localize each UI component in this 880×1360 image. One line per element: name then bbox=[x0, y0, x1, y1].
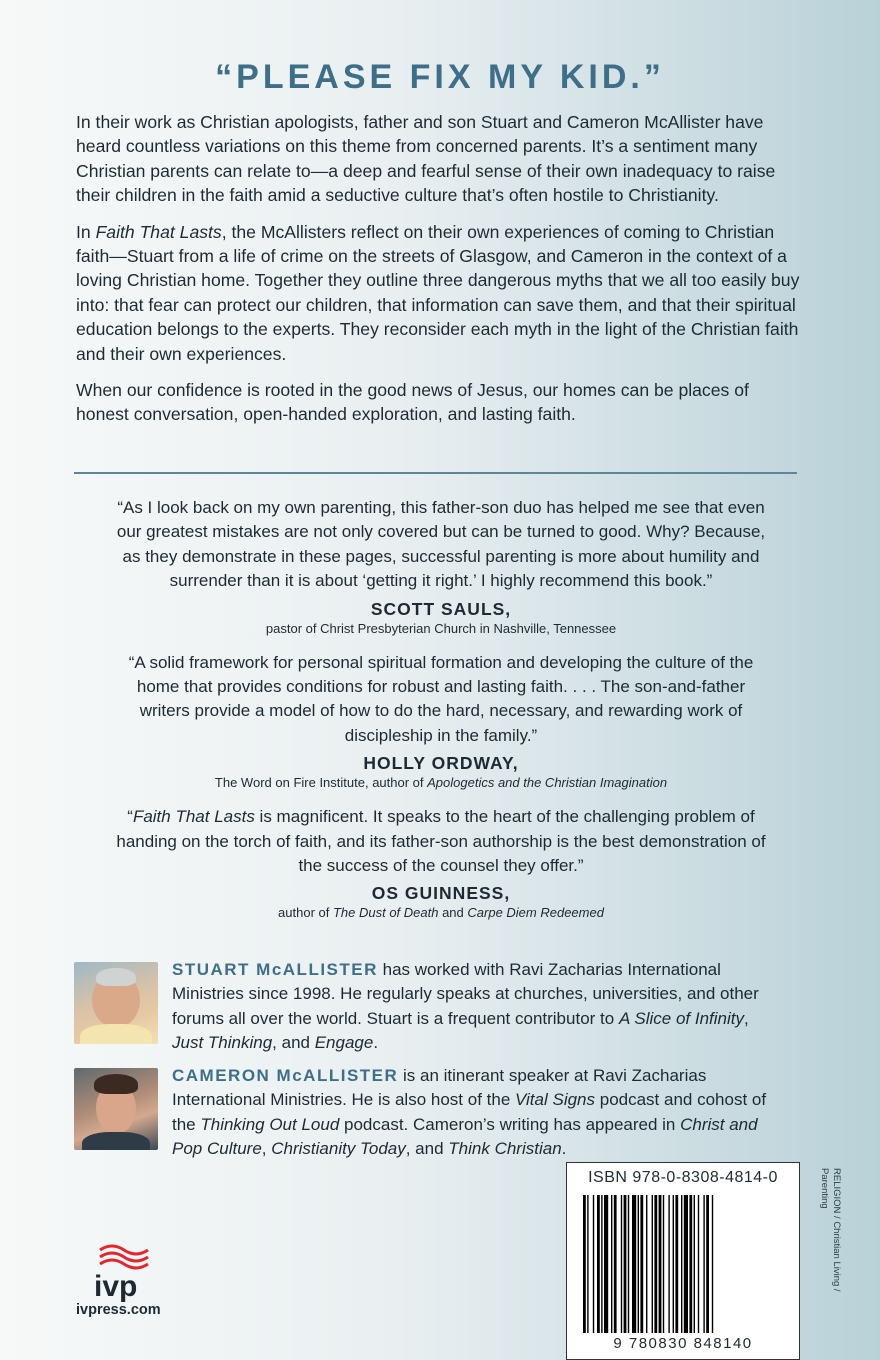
publisher-website[interactable]: ivpress.com bbox=[76, 1302, 161, 1318]
bio-text: , bbox=[261, 1139, 272, 1159]
bio-title: Christ and Pop Culture bbox=[172, 1114, 758, 1159]
endorsement-guinness bbox=[110, 805, 772, 921]
bio-text: , bbox=[743, 1008, 749, 1028]
bio-text: is an itinerant speaker at Ravi Zacharias International Ministries. He is also host of the bbox=[172, 1066, 707, 1110]
endorser-role-prefix: The Word on Fire Institute, author of bbox=[214, 775, 428, 791]
endorser-role-prefix: author of bbox=[278, 905, 333, 921]
author-photo-stuart bbox=[74, 962, 158, 1044]
bio-title: Christianity Today bbox=[271, 1139, 406, 1159]
ivp-logo-waves-icon bbox=[94, 1242, 150, 1272]
endorser-book-title-1: The Dust of Death bbox=[332, 905, 439, 921]
bio-text: has worked with Ravi Zacharias International Ministries since 1998. He regularly speaks at churches, universities, and other forums all over the world. Stuart is a frequent contributor to bbox=[172, 960, 759, 1028]
endorser-role-mid: and bbox=[438, 905, 468, 921]
endorser-role bbox=[110, 904, 772, 921]
isbn-barcode bbox=[566, 1162, 800, 1360]
endorsements bbox=[110, 496, 772, 935]
endorsement-sauls bbox=[110, 496, 772, 637]
intro-paragraph-3: When our confidence is rooted in the good news of Jesus, our homes can be places of honest conversation, open-handed exploration, and lasting faith. bbox=[76, 380, 749, 425]
author-photo-cameron bbox=[74, 1068, 158, 1150]
intro-paragraph-2 bbox=[76, 220, 802, 366]
quote-body: is magnificent. It speaks to the heart of the challenging problem of handing on the torch of faith, and its father-son authorship is the best demonstration of the success of the counsel they offer.” bbox=[116, 807, 766, 876]
isbn-number: ISBN 978-0-8308-4814-0 bbox=[588, 1169, 778, 1186]
barcode-digits: 9 780830 848140 bbox=[613, 1335, 753, 1352]
author-bio-text bbox=[172, 958, 772, 1056]
endorsement-ordway bbox=[110, 651, 772, 792]
endorser-name: HOLLY ORDWAY, bbox=[363, 753, 519, 774]
quote-book-title: Faith That Lasts bbox=[132, 807, 255, 827]
bio-text: , and bbox=[272, 1033, 315, 1053]
endorser-role bbox=[110, 774, 772, 791]
bio-title: A Slice of Infinity bbox=[618, 1008, 744, 1028]
barcode-bars-icon bbox=[581, 1195, 785, 1335]
bio-title: Engage bbox=[314, 1033, 374, 1053]
endorsement-quote bbox=[110, 805, 772, 878]
endorsement-quote: “As I look back on my own parenting, this father-son duo has helped me see that even our greatest mistakes are not only covered but can be turned to good. Why? Because, as they demonstrate in these pages, successful parenting is more about humility and surrender than it is about ‘getting it right.’ I highly recommend this book.” bbox=[116, 498, 766, 591]
bio-text: podcast. Cameron’s writing has appeared in bbox=[339, 1114, 681, 1134]
intro-paragraph-1: In their work as Christian apologists, father and son Stuart and Cameron McAllister have heard countless variations on this theme from concerned parents. It’s a sentiment many Christian parents can relate to—a deep and fearful sense of their own inadequacy to raise their children in the faith amid a seductive culture that’s often hostile to Christianity. bbox=[76, 112, 776, 206]
author-name: STUART McALLISTER bbox=[172, 960, 378, 979]
bio-text: , and bbox=[405, 1139, 449, 1159]
ivp-logo-text: ivp bbox=[94, 1270, 138, 1303]
book-category: RELIGION / Christian Living / Parenting bbox=[819, 1168, 842, 1292]
bio-title: Just Thinking bbox=[172, 1033, 273, 1053]
author-name: CAMERON McALLISTER bbox=[172, 1066, 399, 1085]
section-divider bbox=[74, 472, 797, 474]
author-bio-stuart bbox=[74, 958, 774, 1053]
author-bio-text bbox=[172, 1064, 772, 1162]
endorser-name: SCOTT SAULS, bbox=[370, 598, 512, 619]
bio-title: Think Christian bbox=[448, 1139, 562, 1159]
back-cover-headline: “PLEASE FIX MY KID.” bbox=[215, 58, 665, 96]
bio-text: . bbox=[561, 1139, 567, 1159]
bio-title: Vital Signs bbox=[515, 1090, 596, 1110]
bio-title: Thinking Out Loud bbox=[200, 1114, 340, 1134]
intro-p2-prefix: In bbox=[76, 221, 96, 242]
author-bio-cameron bbox=[74, 1064, 774, 1159]
intro-blurb bbox=[76, 110, 802, 439]
endorser-name: OS GUINNESS, bbox=[371, 883, 511, 904]
endorser-role: pastor of Christ Presbyterian Church in Nashville, Tennessee bbox=[265, 620, 617, 636]
bio-text: . bbox=[373, 1033, 379, 1053]
intro-p2-body: , the McAllisters reflect on their own experiences of coming to Christian faith—Stuart from a life of crime on the streets of Glasgow, and Cameron in the context of a loving Christian home. Together they outline three dangerous myths that we all too easily buy into: that fear can protect our children, that information can save them, and that their spiritual education belongs to the experts. They reconsider each myth in the light of the Christian faith and their own experiences. bbox=[76, 221, 800, 364]
endorser-book-title-2: Carpe Diem Redeemed bbox=[467, 905, 604, 921]
bio-text: podcast and cohost of the bbox=[172, 1090, 767, 1134]
endorsement-quote: “A solid framework for personal spiritual formation and developing the culture of the home that provides conditions for robust and lasting faith. . . . The son-and-father writers provide a model of how to do the hard, necessary, and rewarding work of discipleship in the family.” bbox=[128, 652, 754, 745]
quote-open-mark: “ bbox=[127, 807, 133, 827]
intro-p2-book-title: Faith That Lasts bbox=[95, 221, 222, 242]
endorser-book-title: Apologetics and the Christian Imagination bbox=[427, 775, 668, 791]
